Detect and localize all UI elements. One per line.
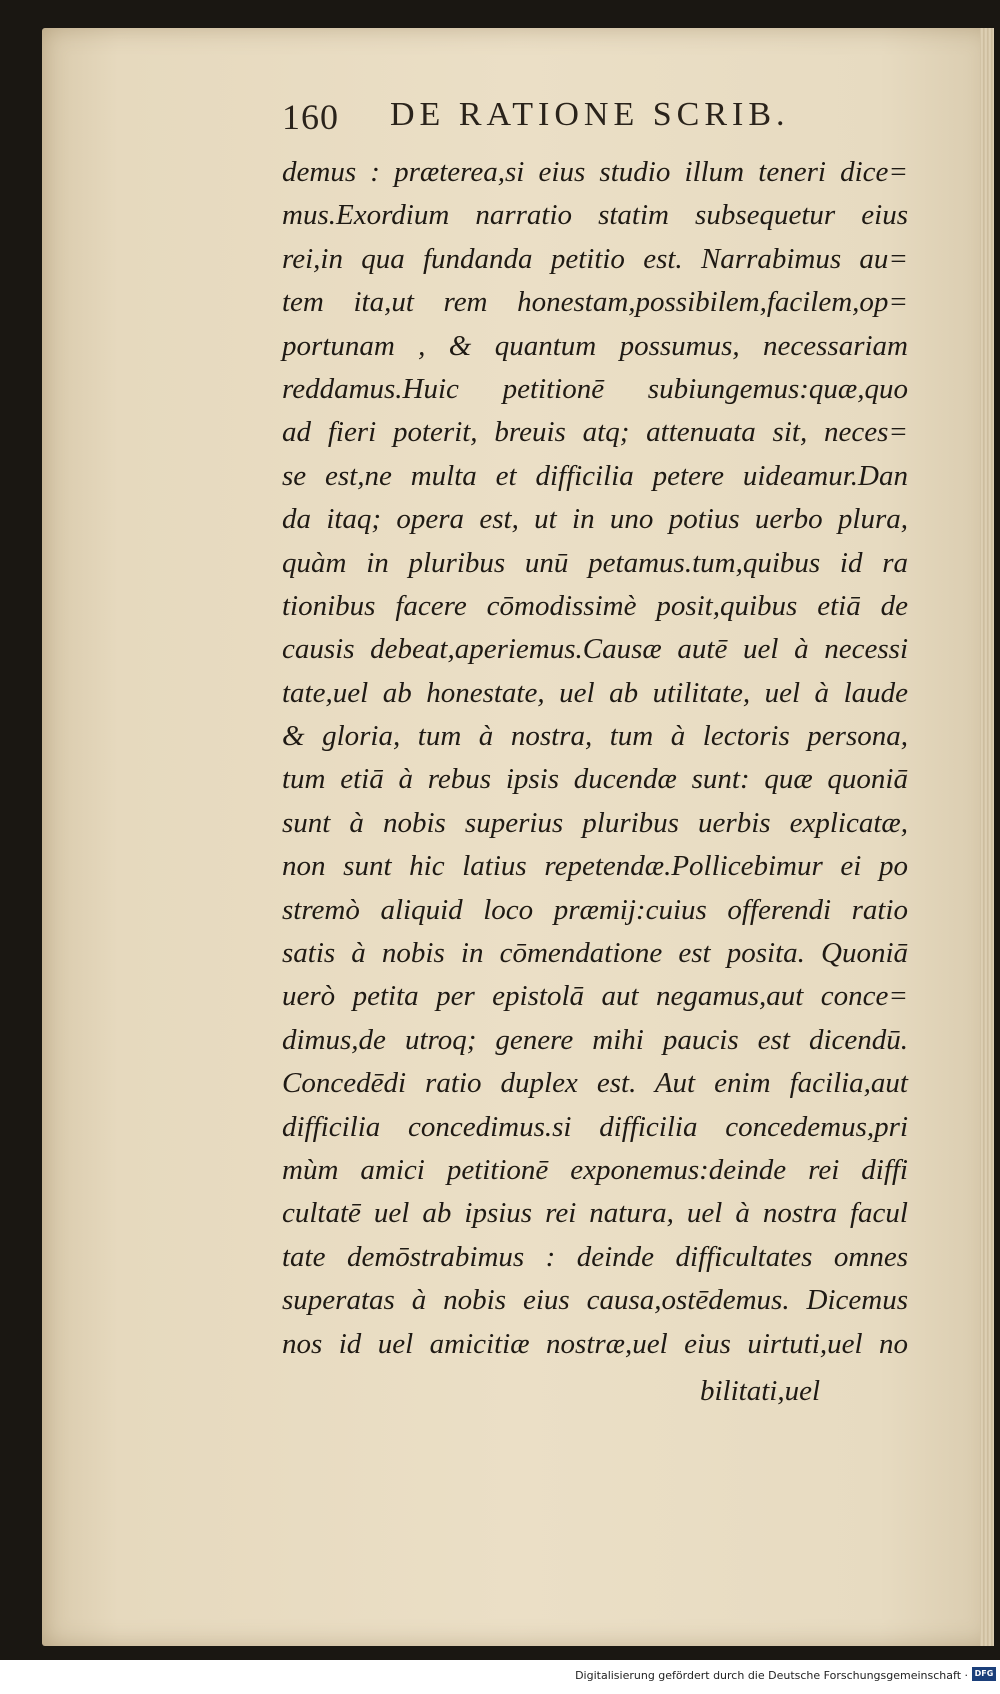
running-title: DE RATIONE SCRIB. [390,96,790,133]
text-line-18: stremò aliquid loco præmij:cuius offerendi ratio [282,893,908,926]
text-line-10: quàm in pluribus unū petamus.tum,quibus id ra [282,546,908,579]
page-edge [980,28,994,1646]
text-line-26: tate demōstrabimus : deinde difficultates omnes [282,1240,908,1273]
page-number: 160 [282,97,339,137]
text-line-1: demus : præterea,si eius studio illum teneri dice= [282,156,908,188]
text-line-25: cultatē uel ab ipsius rei natura, uel à nostra facul [282,1197,908,1230]
text-line-22: Concedēdi ratio duplex est. Aut enim facilia,aut [282,1067,908,1100]
running-head [240,96,880,146]
text-line-9: da itaq; opera est, ut in uno potius uerbo plura, [282,503,908,536]
footer-strip [0,1660,1000,1694]
text-line-6: reddamus.Huic petitionē subiungemus:quæ,quo [282,372,908,405]
text-line-5: portunam , & quantum possumus, necessariam [282,329,908,362]
text-line-21: dimus,de utroq; genere mihi paucis est dicendū. [282,1023,908,1056]
text-line-14: & gloria, tum à nostra, tum à lectoris persona, [282,720,908,753]
text-line-23: difficilia concedimus.si difficilia concedemus,pri [282,1110,908,1143]
text-line-24: mùm amici petitionē exponemus:deinde rei diffi [282,1153,908,1186]
text-line-16: sunt à nobis superius pluribus uerbis explicatæ, [282,806,908,839]
catchword: bilitati,uel [700,1375,821,1407]
text-line-20: uerò petita per epistolā aut negamus,aut conce= [282,980,908,1013]
dfg-logo: DFG [972,1667,996,1681]
text-line-13: tate,uel ab honestate, uel ab utilitate, uel à laude [282,676,908,709]
text-line-7: ad fieri poterit, breuis atq; attenuata sit, neces= [282,416,908,449]
text-line-8: se est,ne multa et difficilia petere uideamur.Dan [282,459,908,492]
text-line-28: nos id uel amicitiæ nostræ,uel eius uirtuti,uel no [282,1327,908,1360]
text-line-12: causis debeat,aperiemus.Causæ autē uel à necessi [282,633,908,666]
text-line-3: rei,in qua fundanda petitio est. Narrabimus au= [282,242,908,275]
funding-credit: Digitalisierung gefördert durch die Deutsche Forschungsgemeinschaft · [575,1669,968,1682]
text-line-17: non sunt hic latius repetendæ.Pollicebimur ei po [282,850,908,883]
text-line-11: tionibus facere cōmodissimè posit,quibus etiā de [282,589,908,622]
text-line-2: mus.Exordium narratio statim subsequetur eius [282,199,908,232]
body-text [282,151,908,1366]
text-line-19: satis à nobis in cōmendatione est posita. Quoniā [282,937,908,970]
text-line-27: superatas à nobis eius causa,ostēdemus. Dicemus [282,1284,908,1317]
text-line-4: tem ita,ut rem honestam,possibilem,facilem,op= [282,286,908,319]
text-line-15: tum etiā à rebus ipsis ducendæ sunt: quæ quoniā [282,763,908,796]
